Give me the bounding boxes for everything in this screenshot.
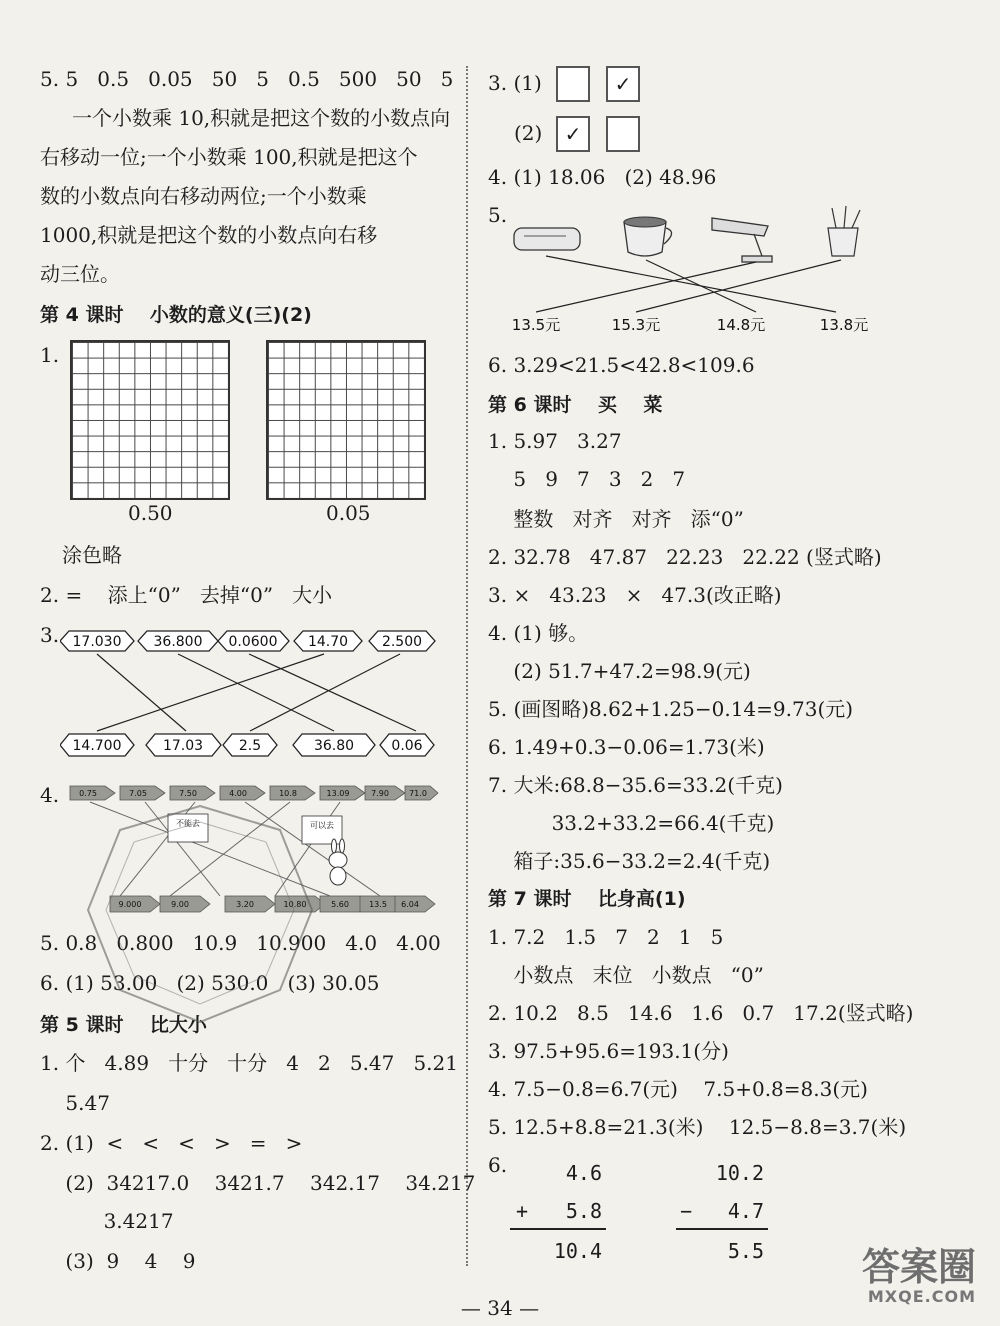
calc-2-rule	[676, 1228, 768, 1230]
lesson-6-q7-3: 箱子:35.6−33.2=2.4(千克)	[488, 849, 771, 873]
lesson-6-q4-2: (2) 51.7+47.2=98.9(元)	[488, 659, 751, 683]
top-value: 36.800	[153, 634, 203, 650]
bottom-value: 36.80	[313, 738, 355, 754]
lesson-7-q3: 3. 97.5+95.6=193.1(分)	[488, 1039, 729, 1063]
top-value: 0.0600	[228, 634, 278, 650]
q3-part2-label: (2)	[514, 121, 543, 145]
lesson-6-q3: 3. × 43.23 × 47.3(改正略)	[488, 583, 782, 607]
lesson-7-q5: 5. 12.5+8.8=21.3(米) 12.5−8.8=3.7(米)	[488, 1115, 907, 1139]
lesson-7-heading: 第 7 课时 比身高(1)	[488, 888, 686, 910]
lesson-5-q2-2: (2) 34217.0 3421.7 342.17 34.217	[40, 1171, 476, 1195]
price-label: 13.5元	[511, 316, 561, 334]
calc-2-bottom: 4.7	[727, 1199, 764, 1223]
pencil-case-icon	[514, 228, 580, 250]
answer-box-empty	[606, 116, 640, 152]
carrot-value: 10.80	[283, 900, 307, 909]
lesson-5-q2-1: 2. (1) < < < > = >	[40, 1131, 303, 1155]
hundred-grid-1	[70, 340, 230, 500]
check-mark-icon: ✓	[614, 72, 632, 96]
question-3-number: 3.	[40, 623, 60, 647]
explanation-line-5: 动三位。	[40, 262, 120, 286]
carrot-value: 9.00	[171, 900, 189, 909]
lesson-6-q7-2: 33.2+33.2=66.4(千克)	[488, 811, 775, 835]
check-mark-icon: ✓	[564, 122, 582, 146]
color-note: 涂色略	[62, 543, 122, 567]
lesson-5-heading: 第 5 课时 比大小	[40, 1014, 207, 1036]
lesson-5-q2-3: (3) 9 4 9	[40, 1249, 196, 1273]
bottom-value: 14.700	[72, 738, 122, 754]
pen-holder-icon	[828, 206, 860, 256]
site-logo	[862, 1247, 976, 1306]
question-4-number: 4.	[40, 783, 60, 807]
logo-text: 答案圈	[861, 1245, 976, 1289]
lesson-6-q5: 5. (画图略)8.62+1.25−0.14=9.73(元)	[488, 697, 854, 721]
explanation-line-1: 一个小数乘 10,积就是把这个数的小数点向	[72, 106, 451, 130]
question-2-answer: 2. = 添上“0” 去掉“0” 大小	[40, 583, 333, 607]
question-6-answer: 6. (1) 53.00 (2) 530.0 (3) 30.05	[40, 971, 380, 995]
lesson-6-heading: 第 6 课时 买 菜	[488, 394, 663, 416]
grid-1-label: 0.50	[128, 501, 173, 525]
carrot-value: 7.05	[129, 789, 147, 798]
lesson-6-q6: 6. 1.49+0.3−0.06=1.73(米)	[488, 735, 765, 759]
lesson-5-q2-2-cont: 3.4217	[40, 1209, 174, 1233]
svg-text:可以去: 可以去	[310, 821, 334, 830]
q6-answer: 6. 3.29<21.5<42.8<109.6	[488, 353, 755, 377]
carrot-value: 10.8	[279, 789, 297, 798]
carrot-value: 71.0	[409, 789, 427, 798]
bottom-value: 17.03	[162, 738, 204, 754]
q3-part1-label: 3. (1)	[488, 71, 542, 95]
lesson-7-q2: 2. 10.2 8.5 14.6 1.6 0.7 17.2(竖式略)	[488, 1001, 914, 1025]
top-value: 2.500	[381, 634, 423, 650]
rabbit-icon	[329, 839, 347, 885]
carrot-value: 7.50	[179, 789, 197, 798]
calc-1-bottom: 5.8	[565, 1199, 602, 1223]
q4-answer: 4. (1) 18.06 (2) 48.96	[488, 165, 717, 189]
calc-2-top: 10.2	[715, 1161, 764, 1185]
lesson-6-q7: 7. 大米:68.8−35.6=33.2(千克)	[488, 773, 783, 797]
item-price-matching	[506, 200, 886, 350]
q5-number: 5.	[488, 203, 508, 227]
lesson-6-q2: 2. 32.78 47.87 22.23 22.22 (竖式略)	[488, 545, 882, 569]
lesson-6-q1: 1. 5.97 3.27	[488, 429, 622, 453]
lesson-4-heading: 第 4 课时 小数的意义(三)(2)	[40, 304, 312, 326]
carrot-value: 7.90	[371, 789, 389, 798]
explanation-line-3: 数的小数点向右移动两位;一个小数乘	[40, 184, 367, 208]
calc-1-top: 4.6	[565, 1161, 602, 1185]
carrot-value: 3.20	[236, 900, 254, 909]
carrot-value: 13.09	[326, 789, 350, 798]
cup-icon	[624, 217, 672, 256]
answer-5-line: 5. 5 0.5 0.05 50 5 0.5 500 50 5	[40, 67, 454, 91]
watermark-stamp	[80, 800, 320, 1030]
svg-text:不能去: 不能去	[176, 819, 200, 828]
carrot-value: 13.5	[369, 900, 387, 909]
price-label: 15.3元	[611, 316, 661, 334]
matching-diagram	[60, 618, 440, 768]
column-divider	[466, 66, 468, 1266]
lesson-7-q1: 1. 7.2 1.5 7 2 1 5	[488, 925, 724, 949]
grid-2-label: 0.05	[326, 501, 371, 525]
hundred-grid-2	[266, 340, 426, 500]
logo-site: MXQE.COM	[867, 1287, 976, 1306]
answer-box-checked	[606, 66, 640, 102]
carrot-value: 4.00	[229, 789, 247, 798]
answer-box-empty	[556, 66, 590, 102]
lesson-5-q1-cont: 5.47	[40, 1091, 110, 1115]
answer-box-checked	[556, 116, 590, 152]
explanation-line-2: 右移动一位;一个小数乘 100,积就是把这个	[40, 145, 418, 169]
lesson-6-q4: 4. (1) 够。	[488, 621, 589, 645]
lesson-7-q4: 4. 7.5−0.8=6.7(元) 7.5+0.8=8.3(元)	[488, 1077, 868, 1101]
carrot-value: 6.04	[401, 900, 419, 909]
lesson-6-q1-digits: 5 9 7 3 2 7	[488, 467, 686, 491]
lesson-6-q1-words: 整数 对齐 对齐 添“0”	[488, 507, 744, 531]
lesson-7-q1-words: 小数点 末位 小数点 “0”	[488, 963, 764, 987]
desk-lamp-icon	[712, 218, 772, 262]
carrot-value: 0.75	[79, 789, 97, 798]
calc-2-operator: −	[680, 1199, 693, 1223]
calc-1-result: 10.4	[553, 1239, 602, 1263]
calc-1-operator: +	[516, 1199, 529, 1223]
top-value: 17.030	[72, 634, 122, 650]
carrot-value: 5.60	[331, 900, 349, 909]
price-label: 14.8元	[716, 316, 766, 334]
question-5-answer: 5. 0.8 0.800 10.9 10.900 4.0 4.00	[40, 931, 441, 955]
top-value: 14.70	[307, 634, 349, 650]
calc-1-rule	[510, 1228, 606, 1230]
calc-2-result: 5.5	[727, 1239, 764, 1263]
bottom-value: 0.06	[391, 738, 423, 754]
bottom-value: 2.5	[238, 738, 262, 754]
lesson-5-q1: 1. 个 4.89 十分 十分 4 2 5.47 5.21	[40, 1051, 458, 1075]
carrot-value: 9.000	[118, 900, 142, 909]
question-1-number: 1.	[40, 343, 60, 367]
price-label: 13.8元	[819, 316, 869, 334]
lesson-7-q6: 6.	[488, 1153, 508, 1177]
page-number: — 34 —	[460, 1296, 540, 1320]
explanation-line-4: 1000,积就是把这个数的小数点向右移	[40, 223, 378, 247]
